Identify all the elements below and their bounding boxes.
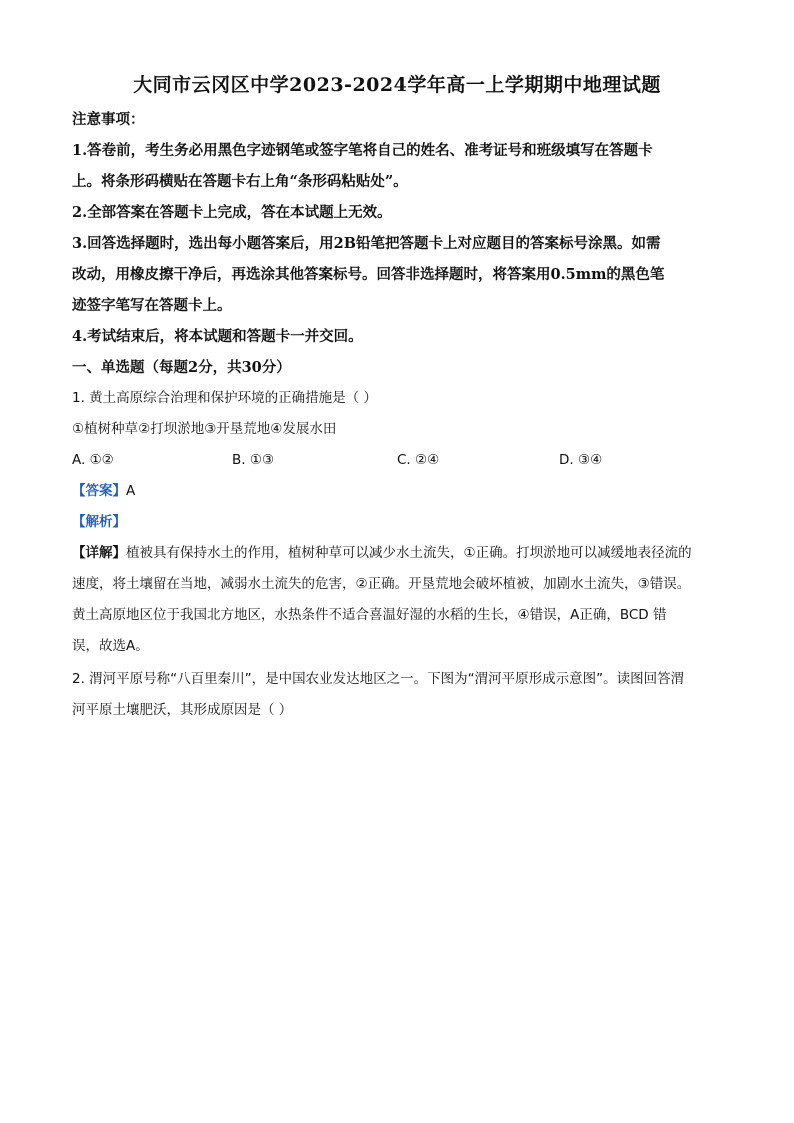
question-2-stem-line-1: 2. 渭河平原号称“八百里秦川”，是中国农业发达地区之一。下图为“渭河平原形成示意图”。读图回答渭 — [72, 671, 685, 687]
detail-line-3: 黄土高原地区位于我国北方地区，水热条件不适合喜温好湿的水稻的生长，④错误，A正确，BCD 错 — [72, 607, 667, 623]
analysis-line — [72, 507, 724, 538]
page-title: 大同市云冈区中学2023-2024学年高一上学期期中地理试题 — [133, 74, 661, 96]
question-2-stem-line-2: 河平原土壤肥沃，其形成原因是（ ） — [72, 702, 293, 718]
detail-line-1 — [72, 538, 724, 569]
question-1-options — [72, 445, 724, 476]
notice-heading: 注意事项： — [72, 111, 145, 128]
question-1-sub-items: ①植树种草②打坝淤地③开垦荒地④发展水田 — [72, 421, 337, 437]
question-1 — [72, 383, 724, 445]
detail-line-4: 误，故选A。 — [72, 638, 149, 654]
question-1-answer-section — [72, 476, 724, 662]
answer-line — [72, 476, 724, 507]
notice-item-1-line-2: 上。将条形码横贴在答题卡右上角“条形码粘贴处”。 — [72, 173, 408, 190]
notice-item-4: 4.考试结束后，将本试题和答题卡一并交回。 — [72, 328, 363, 345]
notice-section — [72, 104, 724, 383]
section-heading: 一、单选题（每题2分，共30分） — [72, 359, 291, 376]
option-a: A. ①② — [72, 452, 114, 468]
answer-tag: 【答案】 — [72, 483, 126, 499]
analysis-tag: 【解析】 — [72, 514, 126, 530]
question-1-stem: 1. 黄土高原综合治理和保护环境的正确措施是（ ） — [72, 390, 377, 406]
option-c: C. ②④ — [397, 452, 440, 468]
notice-item-1-line-1: 1.答卷前，考生务必用黑色字迹钢笔或签字笔将自己的姓名、准考证号和班级填写在答题卡 — [72, 142, 653, 159]
detail-tag: 【详解】 — [72, 545, 126, 561]
notice-item-3-line-1: 3.回答选择题时，选出每小题答案后，用2B铅笔把答题卡上对应题目的答案标号涂黑。如需 — [72, 235, 661, 252]
question-2 — [72, 664, 724, 726]
detail-line-2: 速度，将土壤留在当地，减弱水土流失的危害，②正确。开垦荒地会破坏植被，加剧水土流失，③错误。 — [72, 576, 691, 592]
notice-item-3-line-3: 迹签字笔写在答题卡上。 — [72, 297, 232, 314]
notice-item-3-line-2: 改动，用橡皮擦干净后，再选涂其他答案标号。回答非选择题时，将答案用0.5mm的黑色笔 — [72, 266, 665, 283]
notice-item-2: 2.全部答案在答题卡上完成，答在本试题上无效。 — [72, 204, 392, 221]
answer-value: A — [126, 483, 136, 499]
option-b: B. ①③ — [232, 452, 275, 468]
detail-text-1: 植被具有保持水土的作用，植树种草可以减少水土流失，①正确。打坝淤地可以减缓地表径流的 — [126, 545, 692, 561]
option-d: D. ③④ — [559, 452, 603, 468]
